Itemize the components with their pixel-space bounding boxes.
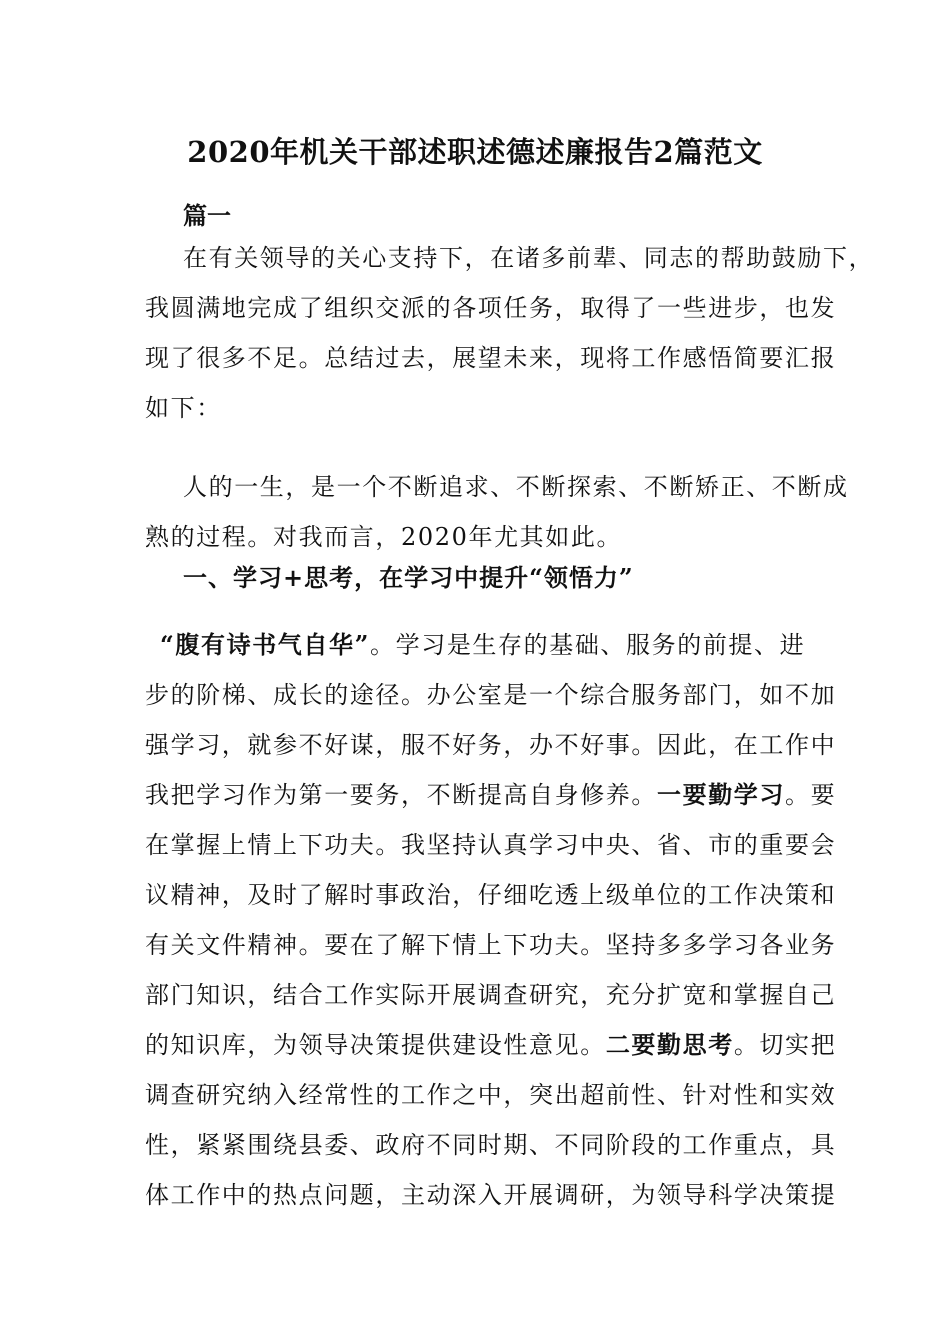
paragraph-line: 我圆满地完成了组织交派的各项任务，取得了一些进步，也发: [145, 294, 837, 322]
paragraph-line: [145, 1020, 837, 1070]
paragraph-line: 性，紧紧围绕县委、政府不同时期、不同阶段的工作重点，具: [145, 1131, 837, 1159]
line-text: 我把学习作为第一要务，不断提高自身修养。: [145, 781, 657, 809]
document-title: 2020年机关干部述职述德述廉报告2篇范文: [187, 135, 763, 169]
paragraph-line: 部门知识，结合工作实际开展调查研究，充分扩宽和掌握自己: [145, 981, 837, 1009]
paragraph-intro: [145, 233, 875, 433]
paragraph-line: 熟的过程。对我而言，2020年尤其如此。: [145, 523, 623, 551]
quote-bold: “腹有诗书气自华”: [160, 630, 371, 659]
emphasis-bold: 一要勤学习: [657, 780, 785, 809]
emphasis-bold: 二要勤思考: [605, 1030, 734, 1059]
section-label: 篇一: [183, 201, 231, 230]
line-text: 的知识库，为领导决策提供建设性意见。: [145, 1031, 606, 1059]
paragraph-line: 强学习，就参不好谋，服不好务，办不好事。因此，在工作中: [145, 731, 837, 759]
paragraph-study: [145, 620, 837, 1220]
line-text: 。切实把: [733, 1031, 837, 1059]
paragraph-line: 人的一生，是一个不断追求、不断探索、不断矫正、不断成: [183, 473, 849, 501]
paragraph-line: [145, 770, 837, 820]
line-text: 。要: [785, 781, 837, 809]
paragraph-line: 在有关领导的关心支持下，在诸多前辈、同志的帮助鼓励下，: [183, 244, 875, 272]
section-heading: 一、学习+思考，在学习中提升“领悟力”: [183, 563, 634, 592]
paragraph-line: 在掌握上情上下功夫。我坚持认真学习中央、省、市的重要会: [145, 831, 837, 859]
paragraph-line: 体工作中的热点问题，主动深入开展调研，为领导科学决策提: [145, 1181, 837, 1209]
paragraph-line: 步的阶梯、成长的途径。办公室是一个综合服务部门，如不加: [145, 681, 837, 709]
paragraph-line: 现了很多不足。总结过去，展望未来，现将工作感悟简要汇报: [145, 344, 837, 372]
line-text: 。学习是生存的基础、服务的前提、进: [370, 631, 806, 659]
paragraph-reflection: [145, 462, 849, 562]
paragraph-line: 有关文件精神。要在了解下情上下功夫。坚持多多学习各业务: [145, 931, 837, 959]
paragraph-line: 调查研究纳入经常性的工作之中，突出超前性、针对性和实效: [145, 1081, 837, 1109]
paragraph-line: 如下：: [145, 394, 222, 422]
paragraph-line: 议精神，及时了解时事政治，仔细吃透上级单位的工作决策和: [145, 881, 837, 909]
paragraph-line: [145, 620, 805, 670]
